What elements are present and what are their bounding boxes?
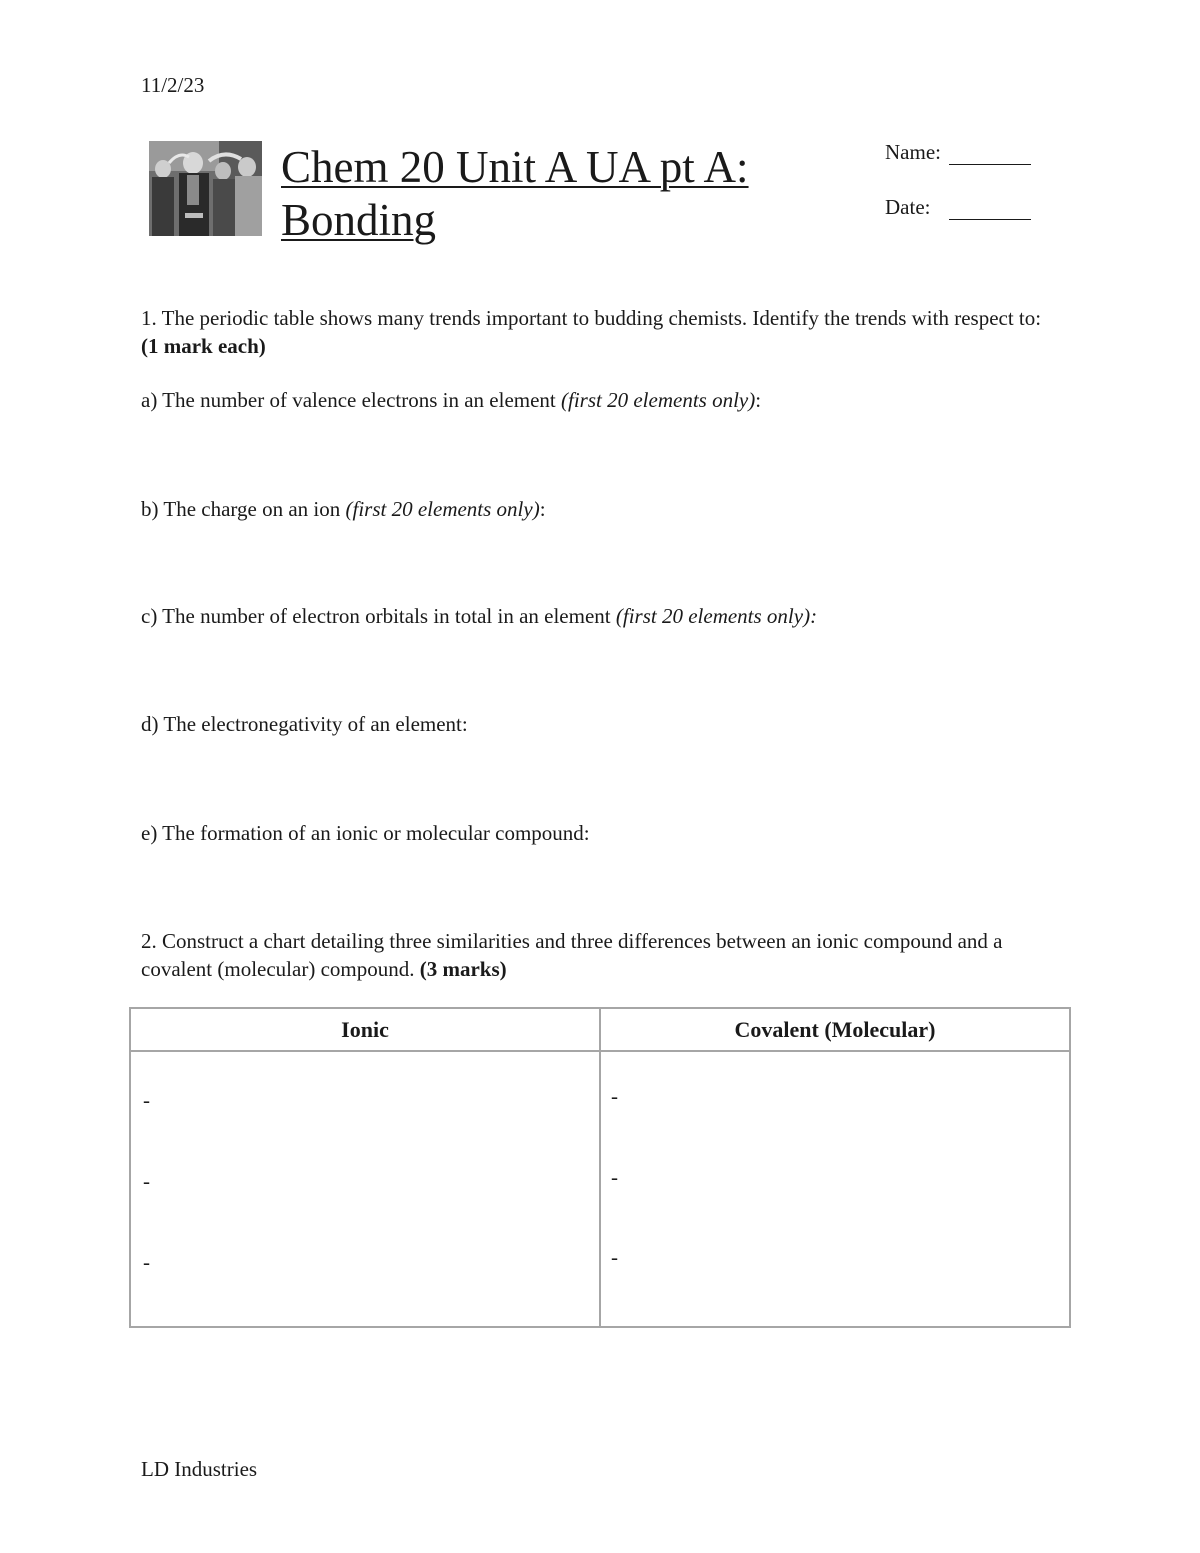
- question-1c-note: (first 20 elements only): [615, 604, 811, 628]
- question-1b-note: (first 20 elements only): [345, 497, 540, 521]
- table-header-ionic: Ionic: [130, 1008, 600, 1051]
- question-1a-end: :: [755, 388, 762, 412]
- question-1c-end: :: [810, 604, 818, 628]
- question-1b-end: :: [539, 497, 546, 521]
- question-1-intro: [141, 304, 1061, 360]
- list-item: -: [611, 1084, 618, 1108]
- question-1c-text: c) The number of electron orbitals in total in an element: [141, 604, 616, 628]
- name-blank-line[interactable]: [949, 146, 1031, 165]
- date-label: Date:: [885, 195, 931, 219]
- list-item: -: [611, 1165, 618, 1189]
- name-field: [885, 140, 1031, 165]
- question-2-marks: (3 marks): [419, 957, 507, 981]
- question-2-intro: [141, 927, 1061, 983]
- ionic-cell[interactable]: [130, 1051, 600, 1327]
- table-header-row: [130, 1008, 1070, 1051]
- question-1b-text: b) The charge on an ion: [141, 497, 346, 521]
- question-1b: [141, 495, 1061, 523]
- people-photo-icon: [149, 141, 262, 236]
- list-item: -: [143, 1250, 150, 1274]
- question-1a-text: a) The number of valence electrons in an element: [141, 388, 562, 412]
- covalent-cell[interactable]: [600, 1051, 1070, 1327]
- question-1a: [141, 386, 1061, 414]
- list-item: -: [143, 1169, 150, 1193]
- header-date: 11/2/23: [141, 73, 205, 97]
- page-title: Chem 20 Unit A UA pt A: Bonding: [281, 142, 749, 245]
- question-1-text: 1. The periodic table shows many trends important to budding chemists. Identify the trends with respect to:: [141, 306, 1042, 330]
- comparison-table: [129, 1007, 1071, 1328]
- list-item: -: [611, 1245, 618, 1269]
- question-2-text: 2. Construct a chart detailing three similarities and three differences between an ionic compound and a covalent (molecular) compound.: [141, 929, 1003, 981]
- question-1e: e) The formation of an ionic or molecular compound:: [141, 821, 590, 845]
- question-1a-note: (first 20 elements only): [561, 388, 756, 412]
- question-1c: [141, 602, 1061, 630]
- date-field: [885, 195, 1031, 220]
- question-1-marks: (1 mark each): [141, 334, 266, 358]
- name-label: Name:: [885, 140, 941, 164]
- question-1d: d) The electronegativity of an element:: [141, 712, 468, 736]
- table-row: [130, 1051, 1070, 1327]
- footer-text: LD Industries: [141, 1457, 258, 1481]
- table-header-covalent: Covalent (Molecular): [600, 1008, 1070, 1051]
- date-blank-line[interactable]: [949, 201, 1031, 220]
- list-item: -: [143, 1088, 150, 1112]
